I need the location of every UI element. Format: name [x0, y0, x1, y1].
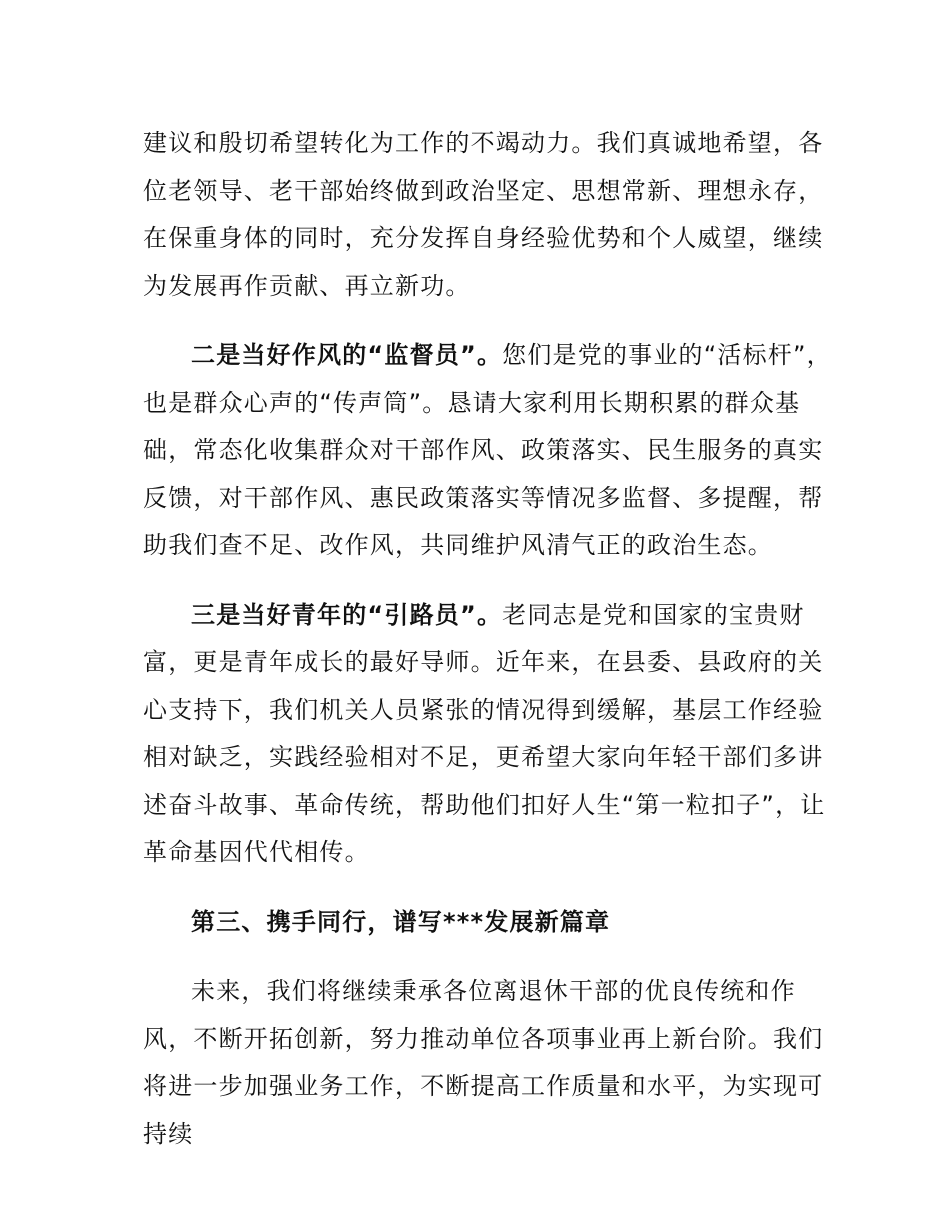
- paragraph-text: 您们是党的事业的“活标杆”，也是群众心声的“传声筒”。恳请大家利用长期积累的群众基础，常态化收集群众对干部作风、政策落实、民生服务的真实反馈，对干部作风、惠民政策落实等情况多监督、多提醒，帮助我们查不足、改作风，共同维护风清气正的政治生态。: [143, 341, 832, 559]
- paragraph-lead-heading: 二是当好作风的“监督员”。: [191, 341, 503, 369]
- paragraph-future: [143, 968, 833, 1158]
- paragraph-gap: [143, 310, 833, 332]
- paragraph-lead-heading: 三是当好青年的“引路员”。: [191, 600, 503, 629]
- paragraph-gap: [143, 570, 833, 592]
- paragraph-text: 未来，我们将继续秉承各位离退休干部的优良传统和作风，不断开拓创新，努力推动单位各项事业再上新台阶。我们将进一步加强业务工作，不断提高工作质量和水平，为实现可持续: [143, 977, 824, 1148]
- paragraph-text: 老同志是党和国家的宝贵财富，更是青年成长的最好导师。近年来，在县委、县政府的关心支持下，我们机关人员紧张的情况得到缓解，基层工作经验相对缺乏，实践经验相对不足，更希望大家向年轻干部们多讲述奋斗故事、革命传统，帮助他们扣好人生“第一粒扣子”，让革命基因代代相传。: [143, 600, 826, 866]
- paragraph-gap: [143, 946, 833, 968]
- paragraph-mentor: [143, 592, 833, 877]
- document-body: [143, 120, 833, 1158]
- paragraph-gap: [143, 877, 833, 899]
- section-heading-text: 第三、携手同行，谱写***发展新篇章: [191, 907, 611, 936]
- paragraph-continuation: [143, 120, 833, 310]
- paragraph-text: 建议和殷切希望转化为工作的不竭动力。我们真诚地希望，各位老领导、老干部始终做到政治坚定、思想常新、理想永存，在保重身体的同时，充分发挥自身经验优势和个人威望，继续为发展再作贡献、再立新功。: [143, 129, 824, 300]
- section-heading: [143, 899, 833, 947]
- paragraph-supervisor: [143, 332, 833, 570]
